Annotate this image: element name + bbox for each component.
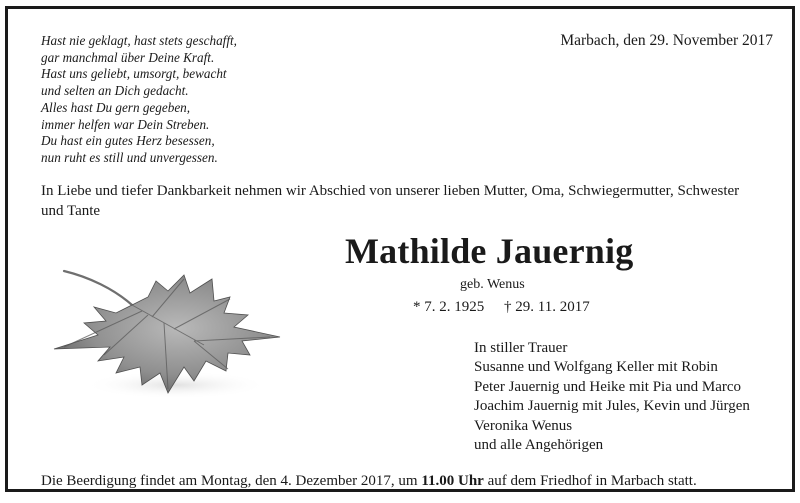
mourner-entry: Veronika Wenus [474,417,573,434]
funeral-text-end: auf dem Friedhof in Marbach statt. [483,473,697,489]
funeral-text-start: Die Beerdigung findet am Montag, den 4. Dezember 2017, um [41,473,422,489]
poem-line: nun ruht es still und unvergessen. [41,149,218,165]
poem-line: und selten an Dich gedacht. [41,83,189,99]
mourner-entry: und alle Angehörigen [474,437,604,454]
mourner-entry: Peter Jauernig und Heike mit Pia und Marco [474,378,742,395]
mourner-entry: Susanne und Wolfgang Keller mit Robin [474,359,718,376]
deceased-name: Mathilde Jauernig [345,231,634,271]
poem-line: Hast nie geklagt, hast stets geschafft, [41,33,237,48]
poem-line: Du hast ein gutes Herz besessen, [41,133,215,149]
maple-leaf-icon [44,257,282,407]
farewell-intro: In Liebe und tiefer Dankbarkeit nehmen wir Abschied von unserer lieben Mutter, Oma, Schwiegermutter, Schwester und Tante [41,183,740,219]
obituary-notice [5,6,795,492]
mourner-entry: Joachim Jauernig mit Jules, Kevin und Jürgen [474,398,750,415]
poem-line: Alles hast Du gern gegeben, [41,99,191,115]
funeral-time: 11.00 Uhr [421,473,484,489]
life-dates [413,299,590,316]
mourners-heading: In stiller Trauer [474,340,568,356]
poem-line: immer helfen war Dein Streben. [41,116,210,132]
place-and-date: Marbach, den 29. November 2017 [560,32,773,49]
funeral-announcement [41,473,697,490]
poem [41,33,237,167]
birth-date: * 7. 2. 1925 [413,299,485,315]
poem-line: gar manchmal über Deine Kraft. [41,49,215,65]
birth-name: geb. Wenus [460,277,525,292]
death-date: † 29. 11. 2017 [504,299,590,315]
poem-line: Hast uns geliebt, umsorgt, bewacht [41,66,227,82]
mourners-list [474,339,750,455]
